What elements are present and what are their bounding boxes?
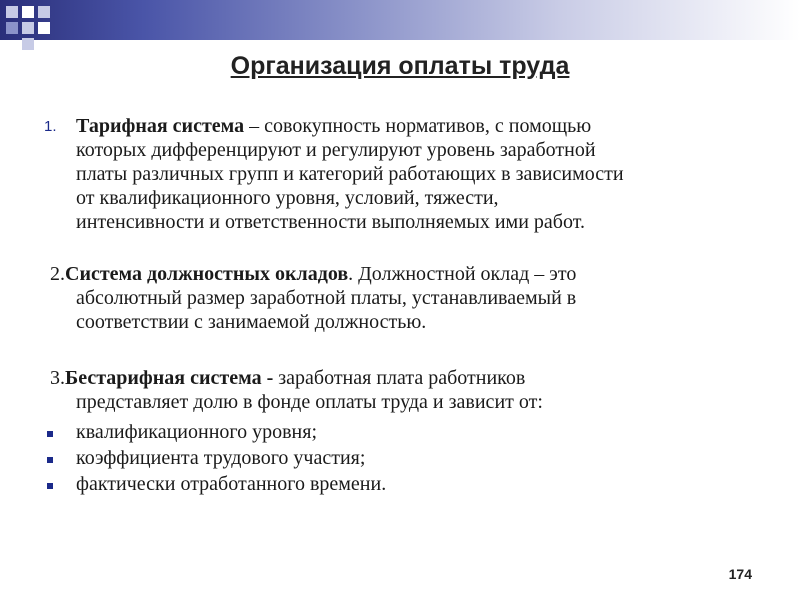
item-1-line-4: интенсивности и ответственности выполняемых ими работ.: [76, 211, 585, 233]
item-2-term: Система должностных окладов: [65, 263, 349, 285]
item-2-marker: 2.: [50, 263, 65, 285]
square-bullet-icon: [47, 431, 53, 437]
item-1-term: Тарифная система: [76, 115, 245, 137]
bullet-item-3: фактически отработанного времени.: [76, 473, 387, 495]
item-1-line-2: платы различных групп и категорий работающих в зависимости: [76, 163, 624, 185]
slide-title: Организация оплаты труда: [230, 52, 570, 80]
list-marker-1: 1.: [44, 118, 57, 135]
item-3-term: Бестарифная система -: [65, 367, 274, 389]
bullet-item-2: коэффициента трудового участия;: [76, 447, 366, 469]
item-3-line-1: представляет долю в фонде оплаты труда и зависит от:: [76, 391, 543, 413]
list-item-2: [50, 262, 576, 334]
header-gradient-bar: [0, 0, 800, 40]
item-1-line-0: – совокупность нормативов, с помощью: [244, 115, 592, 137]
item-3-line-0: заработная плата работников: [273, 367, 526, 389]
list-item-1: [76, 114, 624, 234]
page-number: 174: [728, 566, 752, 582]
item-2-line-0: . Должностной оклад – это: [348, 263, 577, 285]
square-bullet-icon: [47, 457, 53, 463]
item-1-line-1: которых дифференцируют и регулируют уровень заработной: [76, 139, 596, 161]
decorative-squares-icon: [0, 0, 70, 55]
item-1-line-3: от квалификационного уровня, условий, тяжести,: [76, 187, 499, 209]
item-2-line-1: абсолютный размер заработной платы, устанавливаемый в: [76, 287, 577, 309]
list-item-3: [50, 366, 543, 414]
item-2-line-2: соответствии с занимаемой должностью.: [76, 311, 427, 333]
bullet-item-1: квалификационного уровня;: [76, 421, 318, 443]
square-bullet-icon: [47, 483, 53, 489]
item-3-marker: 3.: [50, 367, 65, 389]
